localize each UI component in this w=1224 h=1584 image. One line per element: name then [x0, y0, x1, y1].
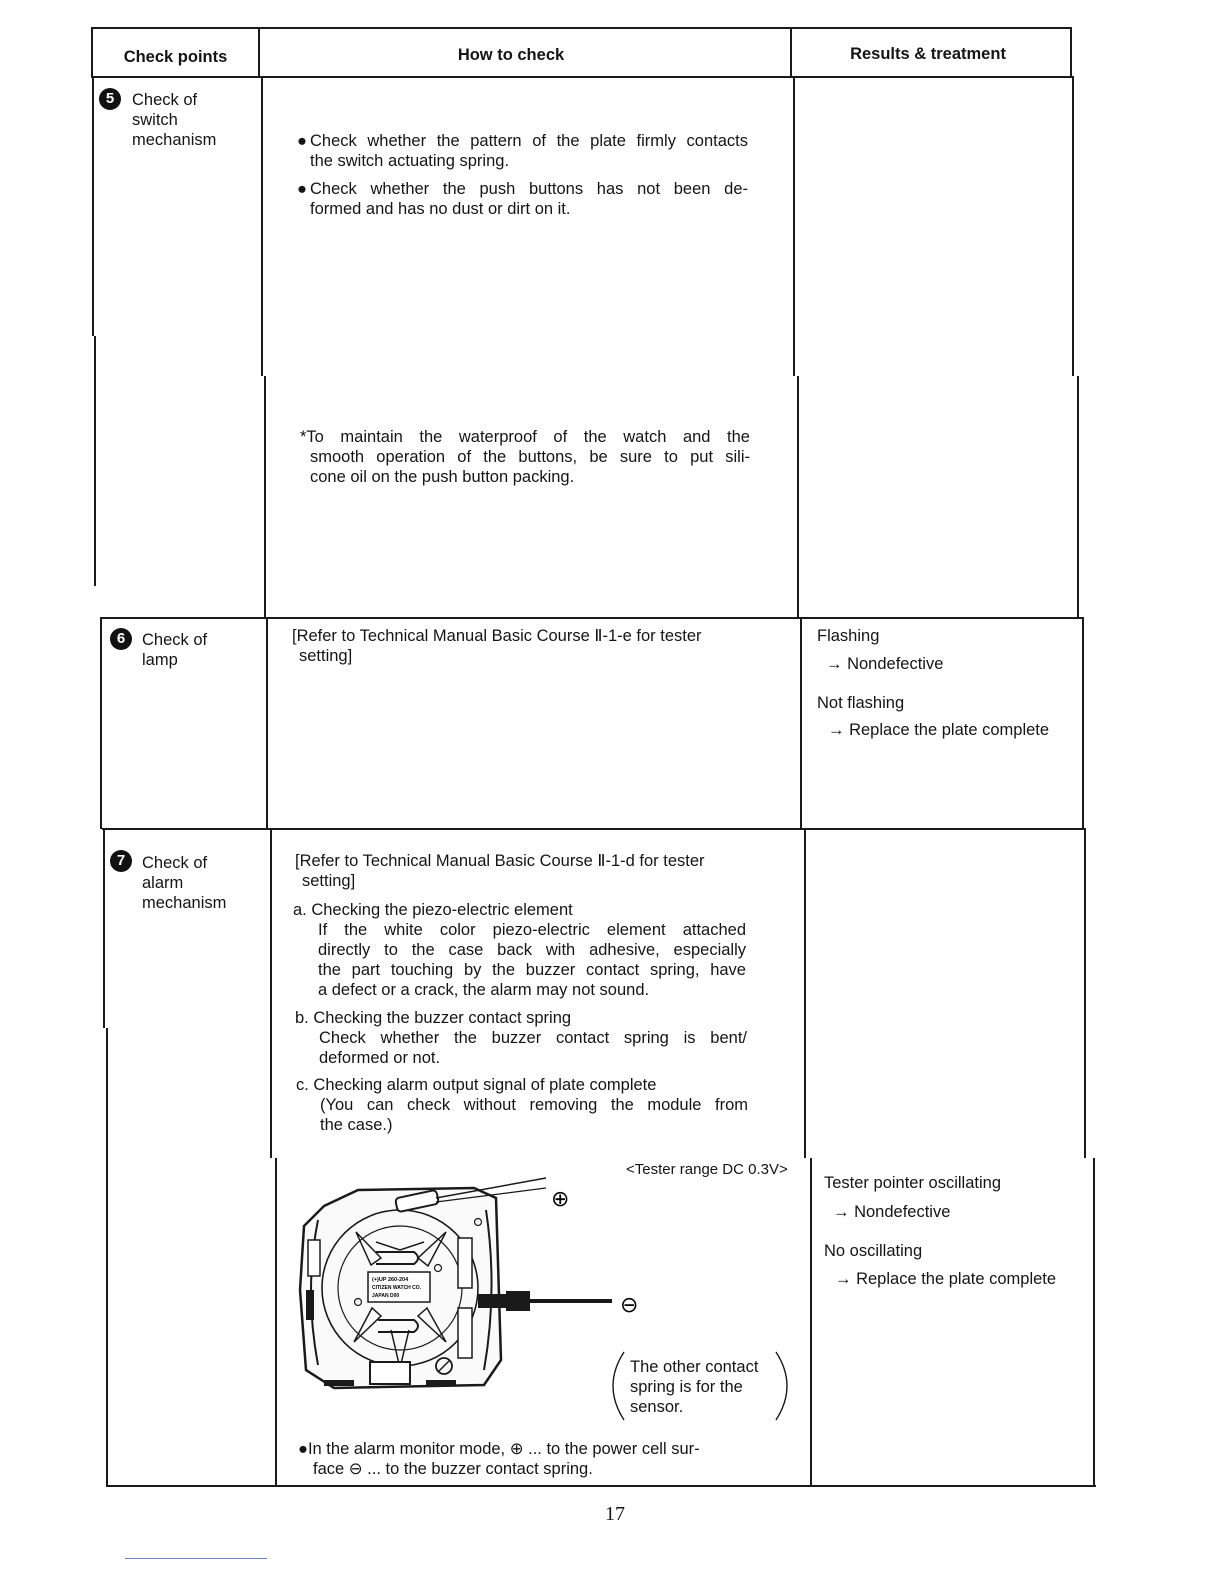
result-nondefective: → Nondefective [826, 655, 944, 673]
section-a-body: If the white color piezo-electric element attached directly to the case back with adhesive, especially the part touching by the buzzer contact spring, have a defect or a crack, the alarm may not sound. [318, 921, 746, 999]
tester-range: <Tester range DC 0.3V> [626, 1161, 788, 1178]
result-replace-plate: → Replace the plate complete [828, 721, 1050, 739]
section-c-body: (You can check without removing the module from the case.) [320, 1096, 748, 1134]
result-oscillating: Tester pointer oscillating [824, 1174, 1002, 1192]
result-flashing: Flashing [817, 627, 880, 645]
how-to-check-bullet-2: Check whether the push buttons has not been de- formed and has no dust or dirt on it. [310, 180, 748, 218]
check-point-label: Check of lamp [142, 631, 208, 669]
refer-note: [Refer to Technical Manual Basic Course Ⅱ-1-d for tester setting] [295, 852, 705, 890]
header-check-points: Check points [123, 48, 228, 66]
item-number-badge: 6 [110, 628, 132, 650]
chip-label-line1: (+)UP 260-204 [372, 1277, 409, 1283]
bottom-rule [125, 1558, 267, 1559]
section-c-title: c. Checking alarm output signal of plate complete [296, 1076, 657, 1094]
alarm-monitor-note: ●In the alarm monitor mode, ⊕ ... to the power cell sur- face ⊖ ... to the buzzer contact spring. [298, 1440, 700, 1478]
plus-terminal-icon: ⊕ [551, 1187, 570, 1212]
chip-label-line3: JAPAN D00 [372, 1293, 400, 1299]
check-point-label: Check of alarm mechanism [142, 854, 227, 912]
module-diagram [296, 1180, 639, 1400]
item-number-badge: 7 [110, 850, 132, 872]
result-not-flashing: Not flashing [817, 694, 905, 712]
chip-label-line2: CITIZEN WATCH CO. [372, 1285, 422, 1291]
item-number-badge: 5 [99, 88, 121, 110]
check-point-label: Check of switch mechanism [132, 91, 217, 149]
bullet-icon: ● [297, 132, 307, 150]
section-a-title: a. Checking the piezo-electric element [293, 901, 573, 919]
contact-note: The other contact spring is for the sensor. [630, 1358, 759, 1416]
header-how-to-check: How to check [457, 46, 565, 64]
section-b-body: Check whether the buzzer contact spring is bent/ deformed or not. [319, 1029, 747, 1067]
page-number: 17 [605, 1503, 625, 1525]
how-to-check-bullet-1: Check whether the pattern of the plate firmly contacts the switch actuating spring. [310, 132, 748, 170]
section-b-title: b. Checking the buzzer contact spring [295, 1009, 572, 1027]
refer-note: [Refer to Technical Manual Basic Course Ⅱ-1-e for tester setting] [292, 627, 702, 665]
result-replace-plate: → Replace the plate complete [835, 1270, 1057, 1288]
result-no-oscillating: No oscillating [824, 1242, 923, 1260]
how-to-check-note: *To maintain the waterproof of the watch and the smooth operation of the buttons, be sure to put sili- cone oil on the push button packing. [300, 428, 750, 486]
bullet-icon: ● [297, 180, 307, 198]
minus-terminal-icon: ⊖ [620, 1293, 639, 1318]
header-results-treatment: Results & treatment [850, 45, 1006, 63]
result-nondefective: → Nondefective [833, 1203, 951, 1221]
